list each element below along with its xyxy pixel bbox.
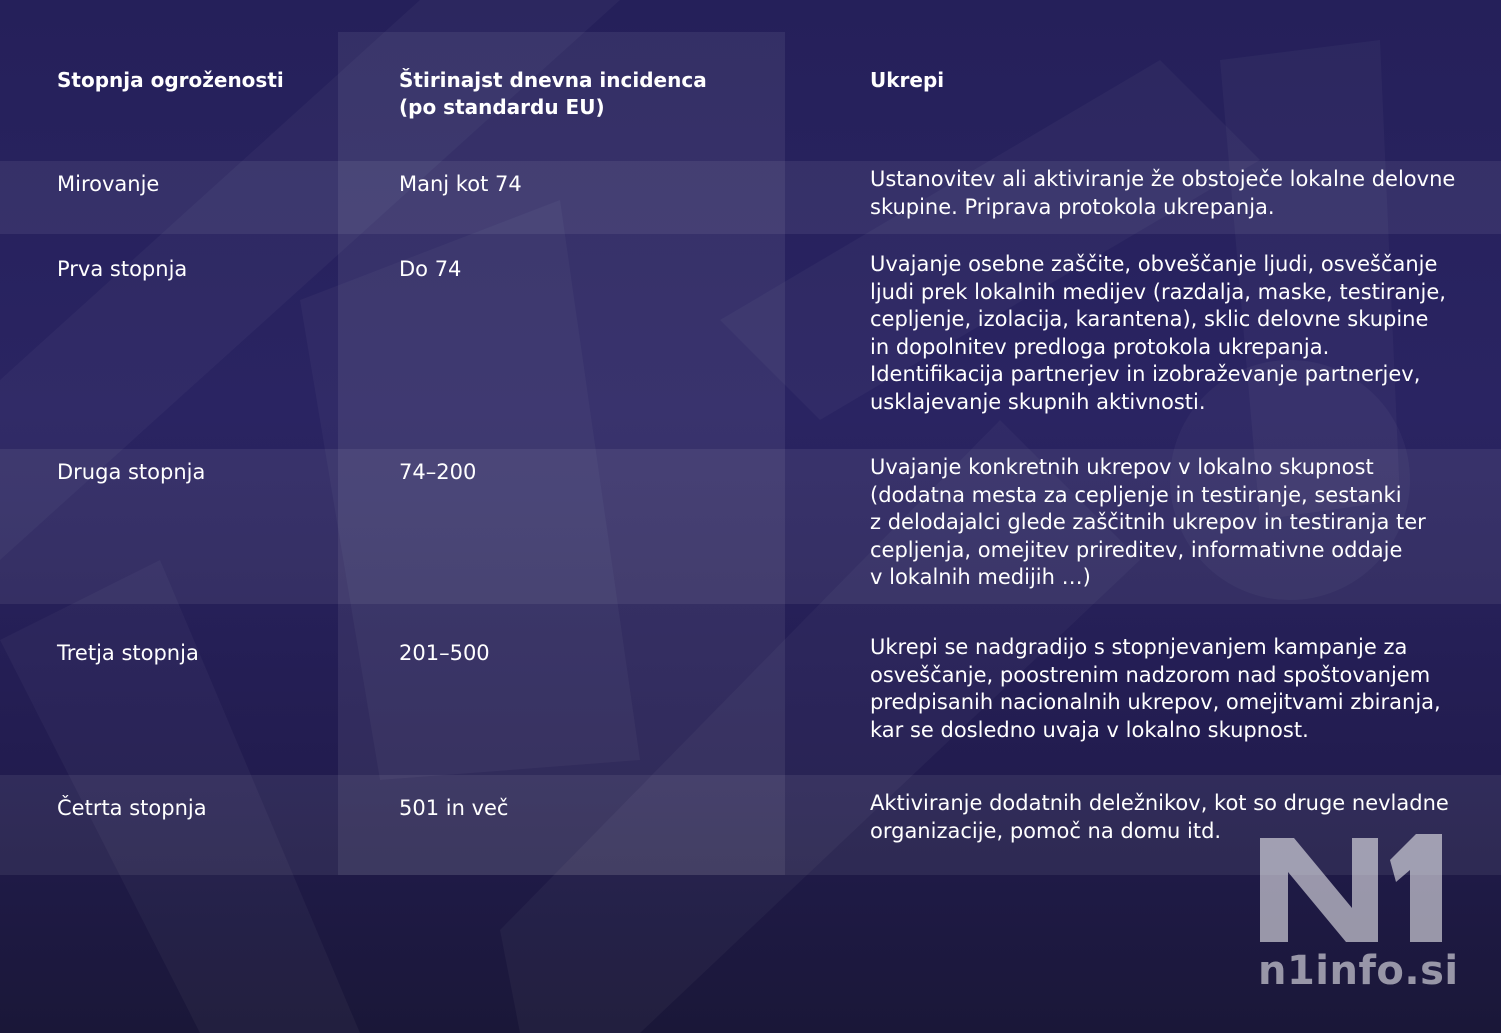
header-level: Stopnja ogroženosti [57,68,284,92]
table-row-level: Tretja stopnja [57,641,199,665]
table-row-level: Četrta stopnja [57,796,207,820]
table-row-measures: Ustanovitev ali aktiviranje že obstoječe lokalne delovne skupine. Priprava protokola ukrepanja. [870,167,1456,219]
header-incidence: Štirinajst dnevna incidenca (po standardu EU) [399,68,707,119]
table-row-level: Mirovanje [57,172,160,196]
table-row-measures: Uvajanje konkretnih ukrepov v lokalno skupnost (dodatna mesta za cepljenje in testiranje, sestanki z delodajalci glede zaščitnih ukrepov in testiranja ter cepljenja, omejitev prireditev, informativne oddaje v lokalnih medijih …) [870,455,1426,590]
table-row-level: Druga stopnja [57,460,206,484]
table-row-measures: Aktiviranje dodatnih deležnikov, kot so druge nevladne organizacije, pomoč na domu itd. [870,791,1449,843]
table-row-incidence: 501 in več [399,796,509,820]
table-row-measures: Uvajanje osebne zaščite, obveščanje ljudi, osveščanje ljudi prek lokalnih medijev (razdalja, maske, testiranje, cepljenje, izolacija, karantena), sklic delovne skupine in dopolnitev predloga protokola ukrepanja. Identifikacija partnerjev in izobraževanje partnerjev, usklajevanje skupnih aktivnosti. [870,252,1446,414]
table-row-incidence: 201–500 [399,641,490,665]
table-row-incidence: Manj kot 74 [399,172,522,196]
n1-logo-icon [1260,830,1442,942]
site-logo-text: n1info.si [1258,948,1459,994]
table-row-measures: Ukrepi se nadgradijo s stopnjevanjem kampanje za osveščanje, poostrenim nadzorom nad spoštovanjem predpisanih nacionalnih ukrepov, omejitvami zbiranja, kar se dosledno uvaja v lokalno skupnost. [870,635,1441,742]
table-row-level: Prva stopnja [57,257,188,281]
header-measures: Ukrepi [870,68,945,92]
table-row-incidence: Do 74 [399,257,462,281]
table-row-incidence: 74–200 [399,460,477,484]
